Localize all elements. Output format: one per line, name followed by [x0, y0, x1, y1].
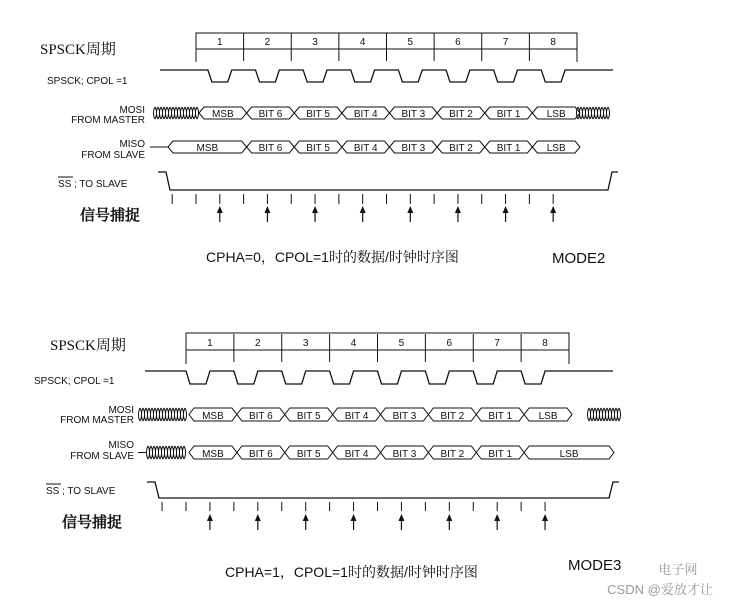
clock-signal-label: SPSCK; CPOL =1 — [34, 376, 115, 387]
capture-arrow-head — [255, 514, 261, 521]
mosi-bit-label: BIT 3 — [392, 411, 417, 422]
miso-bit-label: BIT 6 — [258, 143, 283, 154]
ss-waveform — [147, 482, 619, 498]
capture-arrow-head — [264, 206, 270, 213]
mosi-bit-label: BIT 6 — [258, 109, 283, 120]
ss-label-prefix: SS — [46, 486, 60, 497]
ss-label-suffix: ; TO SLAVE — [74, 179, 128, 190]
mosi-bit-label: MSB — [202, 411, 224, 422]
capture-label: 信号捕捉 — [62, 514, 123, 531]
miso-bit-label: BIT 3 — [401, 143, 426, 154]
capture-arrow-head — [360, 206, 366, 213]
period-number: 1 — [217, 37, 223, 48]
capture-arrow-head — [446, 514, 452, 521]
mosi-sublabel: FROM MASTER — [60, 415, 134, 426]
capture-label: 信号捕捉 — [80, 207, 141, 224]
mosi-bit-label: BIT 6 — [248, 411, 273, 422]
capture-arrow-head — [494, 514, 500, 521]
miso-bit-label: BIT 5 — [296, 449, 321, 460]
mode-label: MODE3 — [568, 557, 622, 574]
period-number: 2 — [255, 338, 261, 349]
miso-bit-label: BIT 2 — [440, 449, 465, 460]
miso-waveform — [138, 446, 614, 460]
capture-arrow-head — [542, 514, 548, 521]
capture-arrow-head — [455, 206, 461, 213]
period-number: 5 — [407, 37, 414, 48]
capture-ticks — [162, 502, 545, 511]
undefined-state-left — [139, 408, 187, 421]
miso-bit-label: LSB — [546, 143, 566, 154]
mode-label: MODE2 — [552, 250, 606, 267]
mosi-bit-label: LSB — [546, 109, 566, 120]
hatch-coil — [577, 107, 610, 119]
capture-arrow-head — [503, 206, 509, 213]
diagram-caption: CPHA=1，CPOL=1时的数据/时钟时序图 — [225, 564, 478, 580]
period-number: 2 — [264, 37, 271, 48]
hatch-coil — [139, 408, 187, 421]
miso-bit-label: BIT 1 — [496, 143, 521, 154]
period-dividers — [234, 334, 521, 362]
timing-diagram-mode2 — [40, 33, 618, 267]
mosi-waveform — [154, 107, 610, 120]
mosi-bit-label: BIT 5 — [306, 109, 330, 120]
capture-arrow-head — [312, 206, 318, 213]
mosi-label: MOSI — [108, 405, 134, 416]
capture-arrow-head — [351, 514, 357, 521]
capture-arrow-head — [207, 514, 213, 521]
hatch-coil — [588, 408, 621, 421]
miso-sublabel: FROM SLAVE — [70, 451, 134, 462]
miso-bit-label: MSB — [196, 143, 219, 154]
ss-label-prefix: SS — [58, 179, 72, 190]
period-title: SPSCK周期 — [50, 338, 126, 354]
capture-arrows — [217, 206, 556, 222]
watermark-brand: 电子网 — [658, 562, 698, 577]
period-number: 4 — [359, 37, 366, 48]
mosi-sublabel: FROM MASTER — [71, 115, 145, 126]
mosi-bit-label: BIT 1 — [496, 109, 521, 120]
clock-waveform — [145, 371, 613, 384]
mosi-bit-label: BIT 4 — [344, 411, 369, 422]
capture-arrow-head — [303, 514, 309, 521]
mosi-bit-label: BIT 5 — [296, 411, 321, 422]
miso-bit-label: BIT 4 — [353, 143, 378, 154]
miso-label: MISO — [119, 139, 145, 150]
clock-signal-label: SPSCK; CPOL =1 — [47, 76, 128, 87]
period-number: 7 — [502, 37, 509, 48]
capture-arrow-head — [550, 206, 556, 213]
period-number: 6 — [455, 37, 461, 48]
undefined-state-right — [588, 408, 621, 421]
miso-bit-label: BIT 6 — [248, 449, 273, 460]
hatch-coil — [154, 107, 199, 119]
period-title: SPSCK周期 — [40, 42, 116, 58]
timing-diagram-mode3 — [34, 333, 621, 581]
mosi-bit-label: BIT 1 — [488, 411, 513, 422]
period-number: 5 — [398, 338, 405, 349]
capture-ticks — [172, 194, 553, 204]
mosi-bit-label: BIT 2 — [440, 411, 465, 422]
period-number: 8 — [542, 338, 548, 349]
ss-waveform — [158, 172, 618, 190]
period-number: 3 — [312, 37, 318, 48]
miso-bit-label: LSB — [559, 449, 579, 460]
capture-arrow-head — [398, 514, 404, 521]
period-number: 4 — [350, 338, 357, 349]
period-number: 1 — [207, 338, 213, 349]
period-number: 6 — [446, 338, 453, 349]
period-number: 7 — [494, 338, 500, 349]
miso-bit-label: BIT 4 — [344, 449, 369, 460]
period-number: 3 — [302, 338, 309, 349]
mosi-bit-label: BIT 4 — [353, 109, 378, 120]
watermark-credit: CSDN @爱放才让 — [607, 582, 713, 597]
mosi-bit-label: MSB — [211, 109, 234, 120]
mosi-bit-label: BIT 3 — [401, 109, 426, 120]
mosi-bit-label: BIT 2 — [449, 109, 473, 120]
mosi-bit-label: LSB — [538, 411, 558, 422]
undefined-state-right — [577, 107, 610, 119]
ss-label-suffix: ; TO SLAVE — [62, 486, 116, 497]
miso-label: MISO — [108, 440, 134, 451]
miso-bit-label: BIT 5 — [306, 143, 330, 154]
miso-bit-label: BIT 3 — [392, 449, 417, 460]
mosi-waveform — [139, 408, 621, 422]
mosi-data-cells — [199, 107, 580, 119]
capture-arrows — [207, 514, 548, 530]
undefined-state-left — [154, 107, 199, 119]
hatch-coil — [147, 446, 186, 459]
diagram-caption: CPHA=0，CPOL=1时的数据/时钟时序图 — [206, 249, 459, 265]
period-dividers — [244, 33, 530, 61]
clock-waveform — [160, 70, 613, 82]
miso-bit-label: BIT 2 — [449, 143, 473, 154]
watermark — [607, 562, 713, 597]
capture-arrow-head — [407, 206, 413, 213]
miso-sublabel: FROM SLAVE — [81, 150, 145, 161]
miso-bit-label: MSB — [202, 449, 224, 460]
mosi-label: MOSI — [119, 105, 145, 116]
miso-waveform — [150, 141, 580, 154]
period-number: 8 — [550, 37, 556, 48]
mosi-data-cells — [189, 408, 572, 421]
undefined-state-left — [147, 446, 186, 459]
miso-bit-label: BIT 1 — [488, 449, 513, 460]
capture-arrow-head — [217, 206, 223, 213]
